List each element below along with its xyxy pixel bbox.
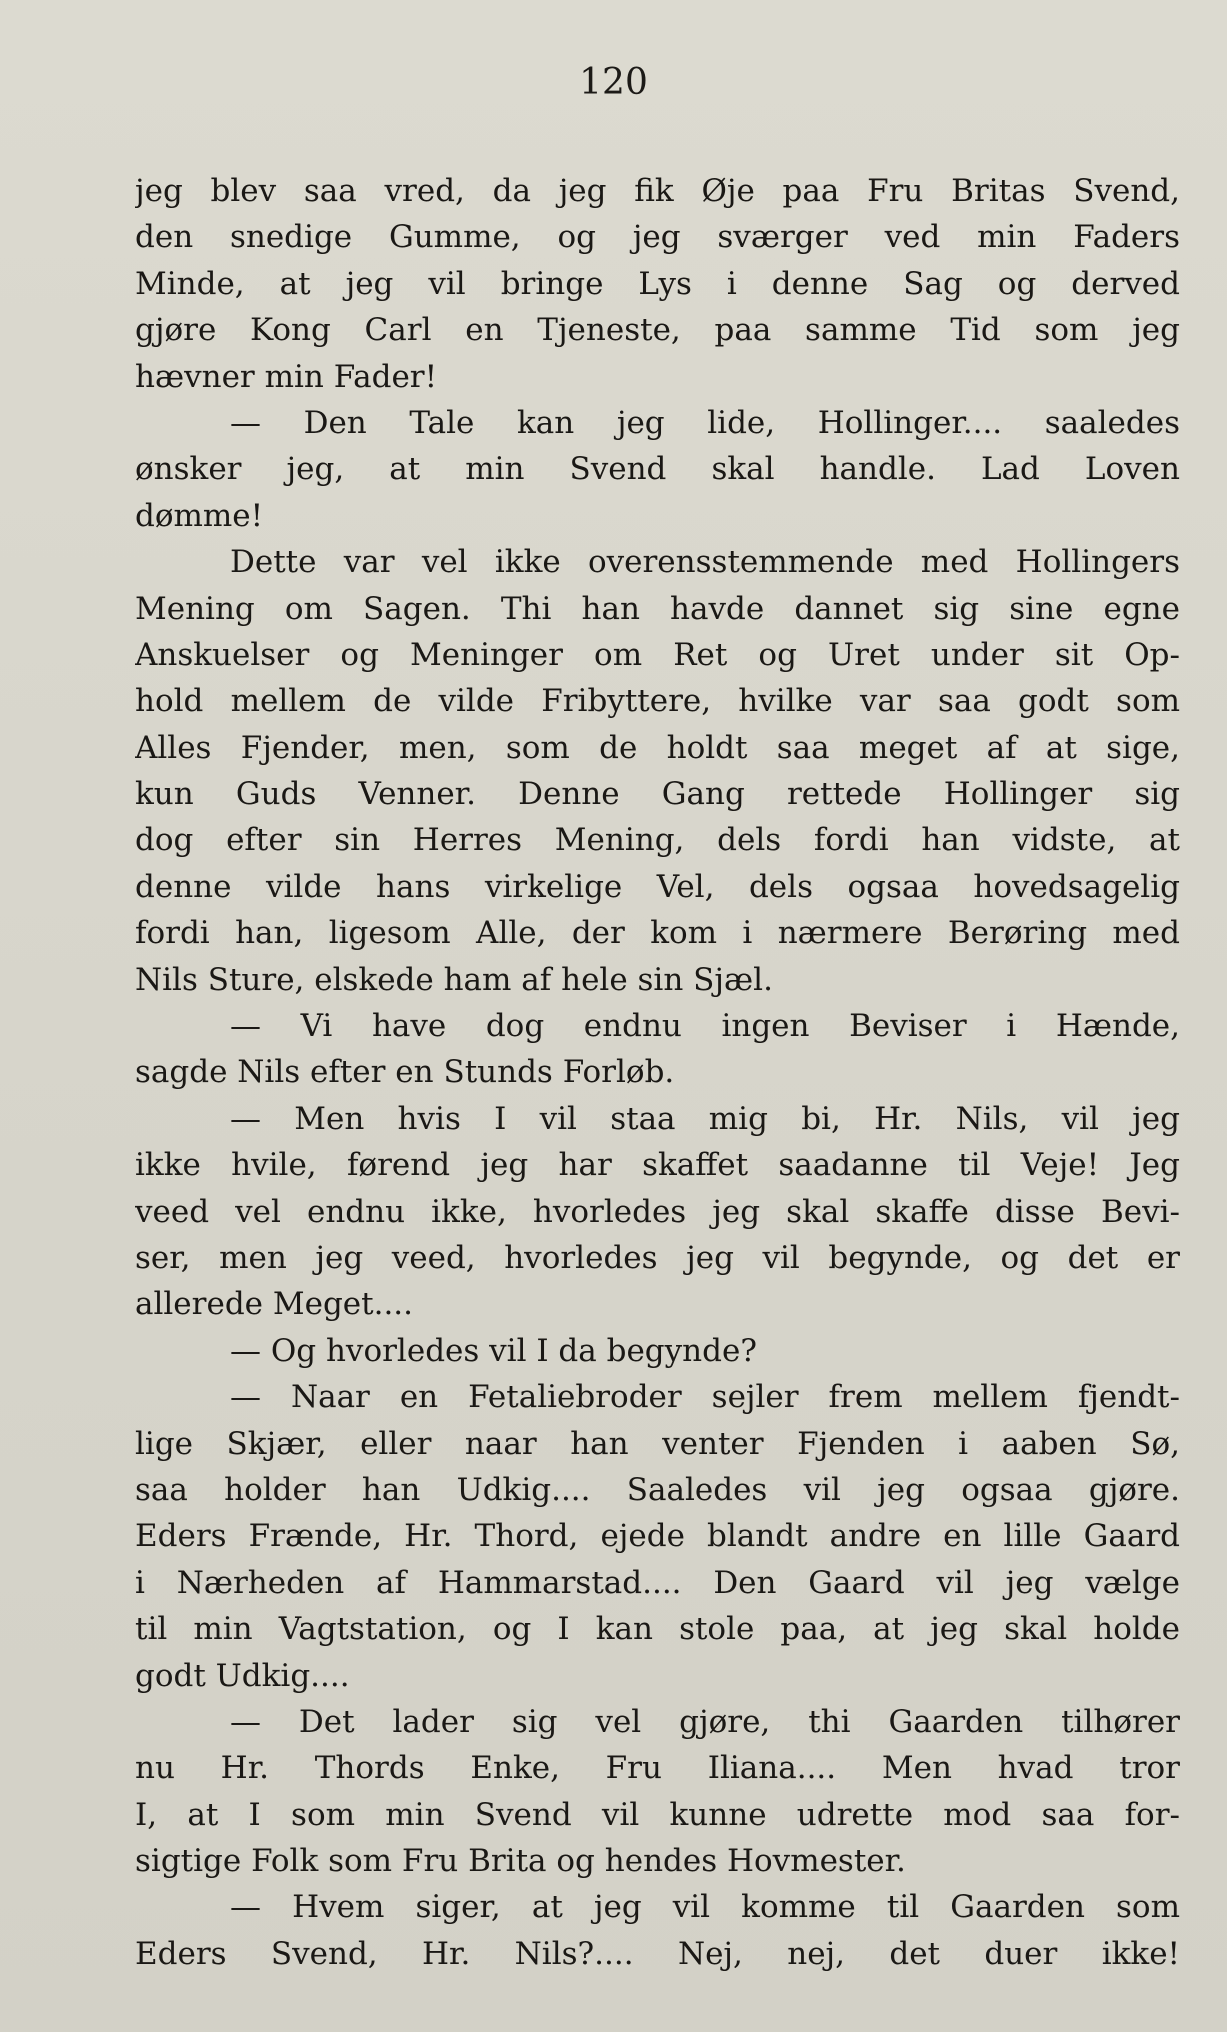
text-line: hold mellem de vilde Fribyttere, hvilke var saa godt som [135, 683, 1180, 720]
text-line: — Den Tale kan jeg lide, Hollinger.... saaledes [230, 404, 1180, 441]
text-line: dømme! [135, 497, 264, 534]
text-line: den snedige Gumme, og jeg sværger ved min Faders [135, 219, 1180, 256]
text-line: Anskuelser og Meninger om Ret og Uret under sit Op- [135, 636, 1180, 673]
text-line: Dette var vel ikke overensstemmende med Hollingers [230, 544, 1180, 581]
page-number: 120 [579, 62, 648, 103]
text-line: — Og hvorledes vil I da begynde? [230, 1332, 757, 1369]
text-line: ikke hvile, førend jeg har skaffet saadanne til Veje! Jeg [135, 1147, 1180, 1184]
text-line: denne vilde hans virkelige Vel, dels ogsaa hovedsagelig [135, 868, 1180, 905]
text-line: fordi han, ligesom Alle, der kom i nærmere Berøring med [135, 915, 1180, 952]
text-line: lige Skjær, eller naar han venter Fjenden i aaben Sø, [135, 1425, 1180, 1462]
text-line: Alles Fjender, men, som de holdt saa meget af at sige, [135, 729, 1180, 766]
text-line: kun Guds Venner. Denne Gang rettede Hollinger sig [135, 776, 1180, 813]
text-line: saa holder han Udkig.... Saaledes vil jeg ogsaa gjøre. [135, 1471, 1180, 1508]
text-line: — Men hvis I vil staa mig bi, Hr. Nils, vil jeg [230, 1100, 1180, 1137]
text-line: jeg blev saa vred, da jeg fik Øje paa Fru Britas Svend, [135, 173, 1180, 209]
text-line: sagde Nils efter en Stunds Forløb. [135, 1054, 675, 1091]
body-text [135, 168, 1180, 1977]
text-line: veed vel endnu ikke, hvorledes jeg skal skaffe disse Bevi- [135, 1193, 1180, 1230]
text-line: i Nærheden af Hammarstad.... Den Gaard vil jeg vælge [135, 1564, 1180, 1601]
text-line: dog efter sin Herres Mening, dels fordi han vidste, at [135, 822, 1180, 859]
text-line: Mening om Sagen. Thi han havde dannet sig sine egne [135, 590, 1180, 627]
text-line: Minde, at jeg vil bringe Lys i denne Sag og derved [135, 265, 1180, 302]
text-line: — Vi have dog endnu ingen Beviser i Hænde, [230, 1008, 1180, 1045]
text-line: — Hvem siger, at jeg vil komme til Gaarden som [230, 1889, 1180, 1926]
text-line: sigtige Folk som Fru Brita og hendes Hovmester. [135, 1843, 906, 1880]
text-line: — Naar en Fetaliebroder sejler frem mellem fjendt- [230, 1379, 1180, 1416]
text-line: godt Udkig.... [135, 1657, 350, 1694]
text-line: allerede Meget.... [135, 1286, 414, 1323]
text-line: ønsker jeg, at min Svend skal handle. Lad Loven [135, 451, 1180, 488]
text-line: I, at I som min Svend vil kunne udrette mod saa for- [135, 1796, 1180, 1833]
text-line: gjøre Kong Carl en Tjeneste, paa samme Tid som jeg [135, 312, 1180, 349]
text-line: Eders Svend, Hr. Nils?.... Nej, nej, det duer ikke! [135, 1935, 1180, 1972]
text-line: — Det lader sig vel gjøre, thi Gaarden tilhører [230, 1703, 1180, 1740]
text-line: nu Hr. Thords Enke, Fru Iliana.... Men hvad tror [135, 1750, 1180, 1787]
text-line: hævner min Fader! [135, 358, 438, 395]
text-line: ser, men jeg veed, hvorledes jeg vil begynde, og det er [135, 1239, 1180, 1276]
text-line: til min Vagtstation, og I kan stole paa, at jeg skal holde [135, 1611, 1180, 1648]
text-line: Eders Frænde, Hr. Thord, ejede blandt andre en lille Gaard [135, 1518, 1180, 1555]
text-line: Nils Sture, elskede ham af hele sin Sjæl. [135, 961, 773, 998]
